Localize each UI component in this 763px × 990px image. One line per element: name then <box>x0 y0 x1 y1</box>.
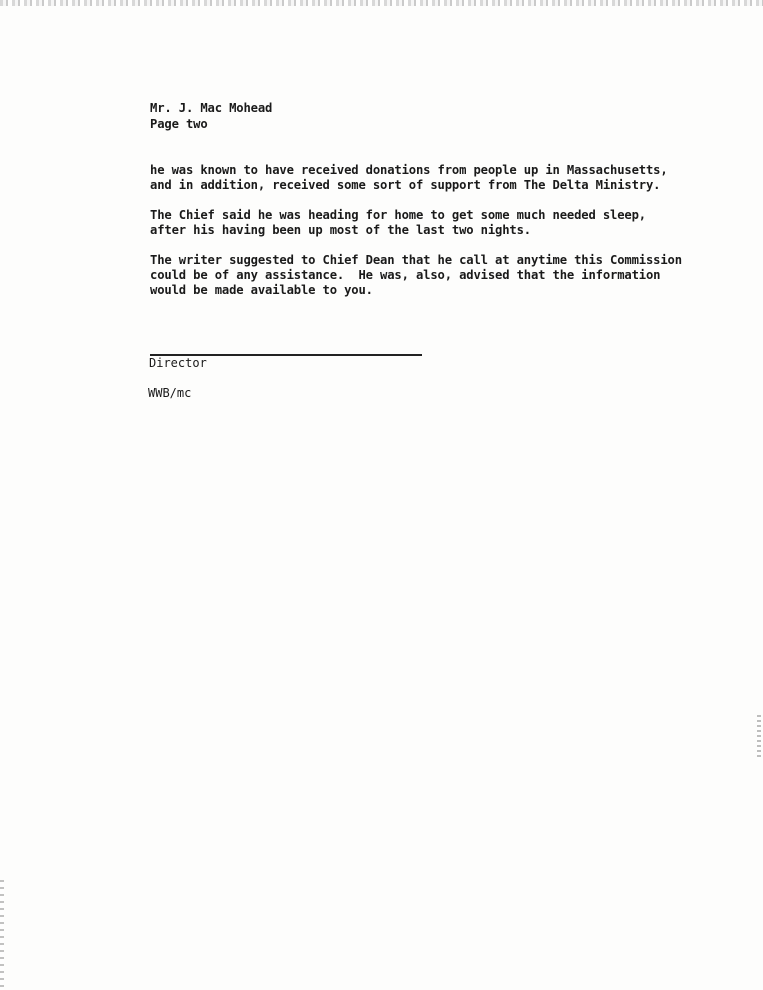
page-number-line: Page two <box>150 117 208 131</box>
paragraph-line: would be made available to you. <box>150 283 373 297</box>
paragraph-line: after his having been up most of the last two nights. <box>150 223 531 237</box>
scan-top-edge <box>0 0 763 6</box>
scan-right-mark <box>757 715 761 760</box>
paragraph-line: and in addition, received some sort of support from The Delta Ministry. <box>150 178 661 192</box>
scan-left-edge <box>0 880 4 990</box>
paragraph-line: The writer suggested to Chief Dean that he call at anytime this Commission <box>150 253 682 267</box>
typist-initials: WWB/mc <box>148 386 192 400</box>
recipient-line: Mr. J. Mac Mohead <box>150 101 273 115</box>
paragraph-line: The Chief said he was heading for home to get some much needed sleep, <box>150 208 646 222</box>
paragraph-line: could be of any assistance. He was, also, advised that the information <box>150 268 661 282</box>
signature-title: Director <box>149 356 207 370</box>
paragraph-line: he was known to have received donations from people up in Massachusetts, <box>150 163 668 177</box>
